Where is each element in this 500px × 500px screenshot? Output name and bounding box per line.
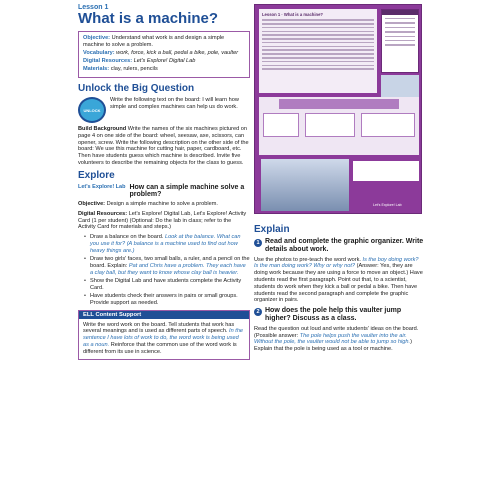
step-number-icon: 2 (254, 308, 262, 316)
explore-digital: Digital Resources: Let's Explore! Digital Lab, Let's Explore! Activity Card (1 per student) (Optional: Do the lab in class; refer to the Activity Card for materials and steps.) (78, 210, 247, 231)
materials-line: Materials: clay, rulers, pencils (83, 66, 158, 72)
thumbnail-text-area (259, 9, 377, 93)
list-item: • Draw a balance on the board. Look at the balance. What can you use it for? (A balance is a machine used to find out how heavy things are.) (84, 234, 250, 254)
pole-vaulter-photo-icon (261, 159, 349, 211)
step-2-text: Read the question out loud and write students' ideas on the board. (Possible answer: The pole helps push the vaulter into the air. Without the pole, the vaulter would not be able to jump so high.) Explain that the pole is being used as a tool or machine. (254, 325, 419, 353)
step-question: How does the pole help this vaulter jump higher? Discuss as a class. (265, 307, 402, 322)
unlock-badge-icon: UNLOCK (78, 97, 106, 123)
objectives-box (78, 31, 250, 78)
thumbnail-title: Lesson 1 · What is a machine? (262, 12, 323, 17)
digital-resources-line: Digital Resources: Let's Explore! Digital Lab (83, 58, 196, 64)
step-1 (254, 238, 424, 254)
ell-box (78, 310, 250, 360)
unlock-row (78, 97, 250, 123)
page-title: What is a machine? (78, 10, 219, 27)
step-number-icon: 1 (254, 239, 262, 247)
list-item: • Show the Digital Lab and have students complete the Activity Card. (84, 278, 250, 292)
lab-tag: Let's Explore! Lab (78, 183, 126, 190)
student-page-thumbnail (254, 4, 422, 214)
thumbnail-graphic-organizer (259, 97, 419, 155)
unlock-text: Write the following text on the board: I will learn how simple and complex machines can help us do work. (110, 97, 239, 110)
step-1-text: Use the photos to pre-teach the word work. Is the boy doing work? Is the man doing work? Why or why not? (Answer: Yes, they are doing work because they are using a force to move an object.) Have students read the first paragraph. Point out that, to a scientist, students do work when they kick a ball or pedal a bike. Then have students read the second paragraph and complete the graphic organizer in pairs. (254, 256, 423, 304)
left-column (78, 4, 250, 360)
ell-heading: ELL Content Support (79, 311, 249, 319)
objective-line: Objective: Understand what work is and design a simple machine to solve a problem. (83, 35, 225, 48)
lesson-number: Lesson 1 (78, 4, 109, 11)
explore-objective: Objective: Design a simple machine to solve a problem. (78, 200, 218, 207)
thumbnail-question-box (353, 161, 419, 181)
unlock-heading: Unlock the Big Question (78, 83, 195, 94)
lab-row (78, 184, 250, 199)
vocabulary-line: Vocabulary: work, force, kick a ball, pedal a bike, pole, vaulter (83, 50, 239, 56)
list-item: • Have students check their answers in pairs or small groups. Provide support as needed. (84, 293, 250, 307)
step-2 (254, 307, 424, 323)
thumbnail-footer: Let's Explore! Lab (373, 203, 402, 207)
explain-heading: Explain (254, 224, 290, 235)
list-item: • Draw two girls' faces, two small balls, a ruler, and a pencil on the board. Explain: Pat and Chris have a problem. They each have a clay ball, but they want to know whose clay ball is heavier. (84, 256, 250, 276)
ell-body: Write the word work on the board. Tell students that work has several meanings and is used as different parts of speech. In the sentence I have lots of work to do, the word work is being used as a noun. Reinforce that the common use of the word work is different from its use in science. (83, 321, 244, 355)
explore-heading: Explore (78, 169, 115, 181)
right-column (254, 4, 424, 356)
explore-bullets (84, 234, 250, 306)
lab-question: How can a simple machine solve a problem? (129, 183, 245, 199)
build-background: Build Background Write the names of the six machines pictured on page 4 on one side of the board: wheel, seesaw, axe, scissors, can opener, screw. Write the following description on the other side of the board: We use this machine for cutting hair, paper, cardboard, etc. Then have students guess which machine is described. Invite five volunteers to describe the remaining objects for the class to guess. (78, 126, 249, 166)
thumbnail-vocab-box (381, 9, 419, 73)
step-question: Read and complete the graphic organizer. Write details about work. (265, 238, 424, 253)
